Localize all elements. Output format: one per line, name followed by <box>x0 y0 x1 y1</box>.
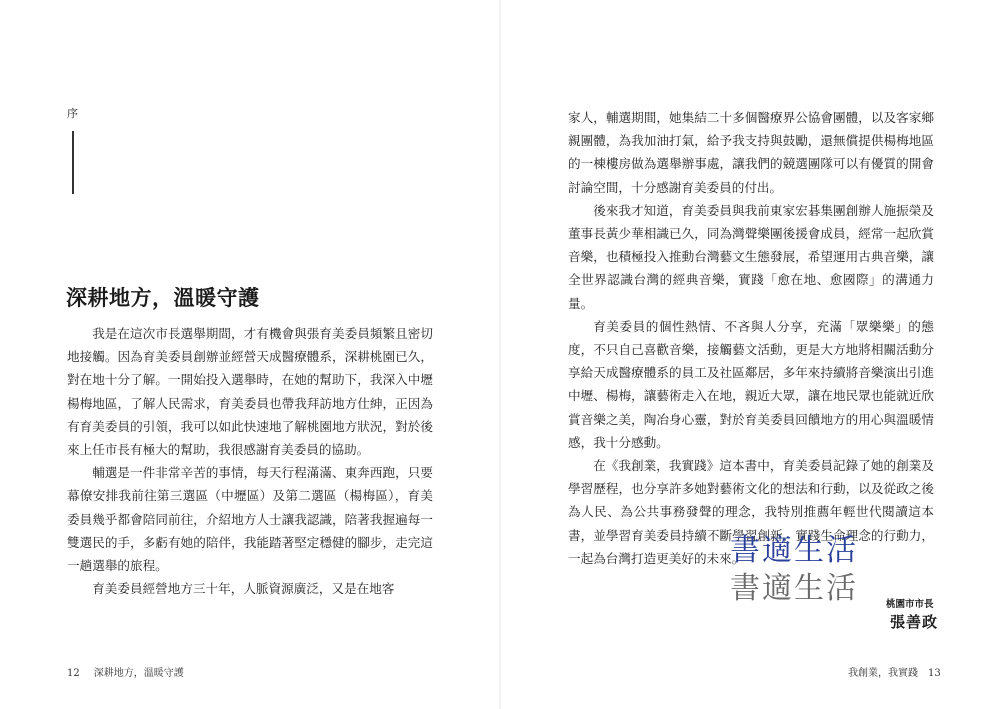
left-footer <box>67 668 184 680</box>
paragraph: 育美委員的個性熱情、不吝與人分享，充滿「眾樂樂」的態度，不只自己喜歡音樂，接觸藝文活動，更是大方地將相關活動分享給天成醫療體系的員工及社區鄰居，多年來持續將音樂演出引進中壢、楊梅，讓藝術走入在地，親近大眾，讓在地民眾也能就近欣賞音樂之美，陶冶身心靈，對於育美委員回饋地方的用心與溫暖情感，我十分感動。 <box>568 318 934 450</box>
spread-gutter <box>499 0 501 709</box>
signer-title: 桃園市市長 <box>886 599 934 610</box>
running-title: 我創業，我實踐 <box>848 668 918 679</box>
signature-block <box>730 533 940 631</box>
signature-handwriting-gray: 書適生活 <box>730 571 858 606</box>
paragraph: 輔選是一件非常辛苦的事情，每天行程滿滿、東奔西跑，只要幕僚安排我前往第三選區（中壢區）及第二選區（楊梅區），育美委員幾乎都會陪同前往，介紹地方人士讓我認識，陪著我握遍每一雙選民的手，多虧有她的陪伴，我能踏著堅定穩健的腳步，走完這一趟選舉的旅程。 <box>67 465 433 574</box>
left-body-text <box>67 322 433 600</box>
paragraph: 家人，輔選期間，她集結二十多個醫療界公協會團體，以及客家鄉親團體，為我加油打氣，給予我支持與鼓勵，還無償提供楊梅地區的一棟樓房做為選舉辦事處，讓我們的競選團隊可以有優質的開會討論空間，十分感謝育美委員的付出。 <box>568 110 934 195</box>
paragraph: 育美委員經營地方三十年，人脈資源廣泛，又是在地客 <box>92 581 395 597</box>
running-title: 深耕地方，溫暖守護 <box>93 668 184 679</box>
right-body-text <box>568 106 934 570</box>
paragraph: 我是在這次市長選舉期間，才有機會與張育美委員頻繁且密切地接觸。因為育美委員創辦並經營天成醫療體系，深耕桃園已久，對在地十分了解。一開始投入選舉時，在她的幫助下，我深入中壢楊梅地區，了解人民需求，育美委員也帶我拜訪地方仕紳，正因為有育美委員的引領，我可以如此快速地了解桃園地方狀況，對於後來上任市長有極大的幫助，我很感謝育美委員的協助。 <box>67 326 433 458</box>
paragraph: 在《我創業，我實踐》這本書中，育美委員記錄了她的創業及學習歷程，也分享許多她對藝術文化的想法和行動，以及從政之後為人民、為公共事務發聲的理念，我特別推薦年輕世代閱讀這本書，並學習育美委員持續不斷學習創新，實踐生命理念的行動力，一起為台灣打造更美好的未來。 <box>568 458 934 566</box>
paragraph: 後來我才知道，育美委員與我前東家宏碁集團創辦人施振榮及董事長黃少華相識已久，同為灣聲樂團後援會成員，經常一起欣賞音樂，也積極投入推動台灣藝文生態發展，希望運用古典音樂，讓全世界認識台灣的經典音樂，實踐「愈在地、愈國際」的溝通力量。 <box>568 202 934 311</box>
page-number: 13 <box>928 668 941 679</box>
left-page <box>0 0 499 709</box>
signer-name: 張善政 <box>890 613 939 631</box>
signature-handwriting-blue: 書適生活 <box>730 533 858 568</box>
chapter-title: 深耕地方，溫暖守護 <box>66 285 260 310</box>
page-number: 12 <box>67 668 80 679</box>
section-label: 序 <box>67 107 78 120</box>
right-footer <box>848 668 941 680</box>
section-rule <box>72 131 74 194</box>
